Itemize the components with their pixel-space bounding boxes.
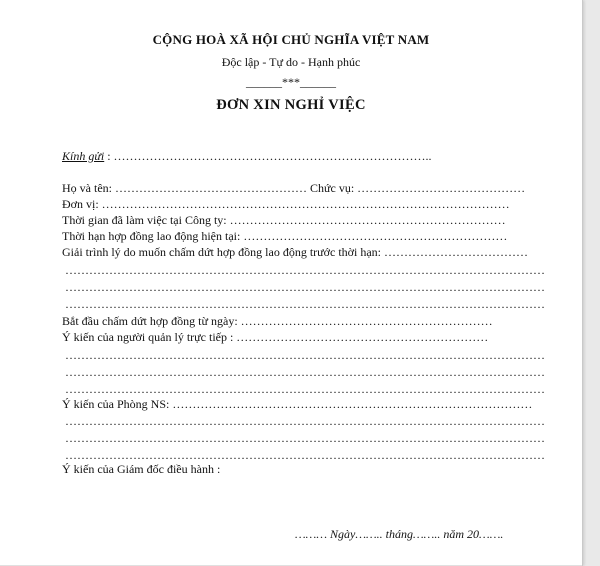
national-motto: Độc lập - Tự do - Hạnh phúc xyxy=(221,55,361,69)
field-termination-reason: Giải trình lý do muốn chấm dứt hợp đồng lao động trước thời hạn: ……………………………… xyxy=(62,245,529,259)
manager-opinion-line: ………………………………………………………………………………………………………… xyxy=(65,348,545,362)
greeting-fill: : …………………………………………………………………….. xyxy=(104,149,432,163)
hr-opinion-label: Ý kiến của Phòng NS: ……………………………………………………………………………… xyxy=(62,397,533,411)
hr-opinion-line: ………………………………………………………………………………………………………… xyxy=(65,448,545,462)
document-title: ĐƠN XIN NGHỈ VIỆC xyxy=(216,97,366,113)
manager-opinion-label: Ý kiến của người quản lý trực tiếp : ……………………………………………………… xyxy=(62,330,489,344)
field-department: Đơn vị: ………………………………………………………………………………………… xyxy=(62,197,510,211)
motto-separator: ______***______ xyxy=(246,75,336,89)
field-name-position: Họ và tên: ………………………………………… Chức vụ: …………………………………… xyxy=(62,181,526,195)
hr-opinion-line: ………………………………………………………………………………………………………… xyxy=(65,414,545,428)
manager-opinion-line: ………………………………………………………………………………………………………… xyxy=(65,382,545,396)
field-contract-term: Thời hạn hợp đồng lao động hiện tại: ………………………………………………………… xyxy=(62,229,508,243)
reason-line: ………………………………………………………………………………………………………… xyxy=(65,263,545,277)
reason-line: ………………………………………………………………………………………………………… xyxy=(65,280,545,294)
hr-opinion-line: ………………………………………………………………………………………………………… xyxy=(65,431,545,445)
national-title: CỘNG HOÀ XÃ HỘI CHỦ NGHĨA VIỆT NAM xyxy=(152,32,430,47)
director-opinion-label: Ý kiến của Giám đốc điều hành : xyxy=(62,462,221,476)
field-work-duration: Thời gian đã làm việc tại Công ty: …………………………………………………………… xyxy=(62,213,506,227)
manager-opinion-line: ………………………………………………………………………………………………………… xyxy=(65,365,545,379)
reason-line: ………………………………………………………………………………………………………… xyxy=(65,297,545,311)
greeting-label: Kính gửi xyxy=(62,149,105,163)
signature-date: ……… Ngày…….. tháng…….. năm 20……. xyxy=(295,527,504,541)
field-start-date: Bắt đầu chấm dứt hợp đồng từ ngày: ……………………………………………………… xyxy=(62,314,493,328)
greeting-line xyxy=(62,149,432,163)
